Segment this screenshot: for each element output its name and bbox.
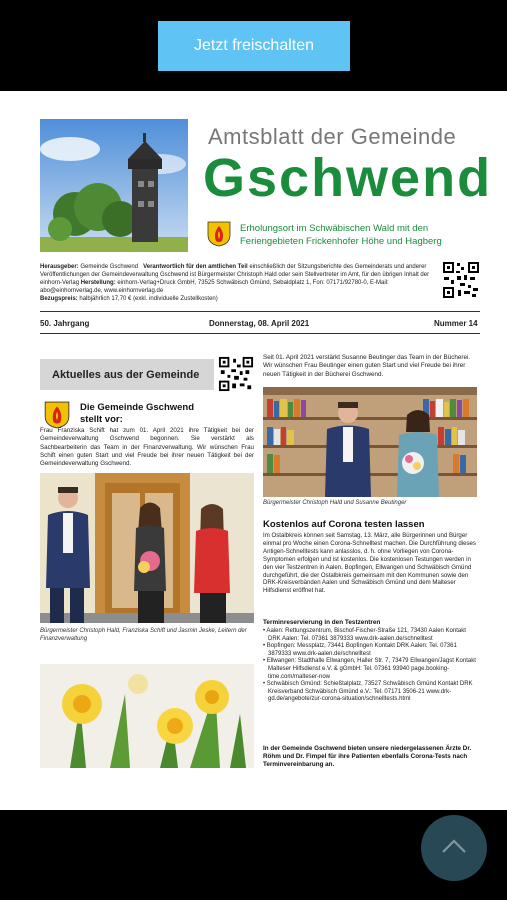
closing-note: In der Gemeinde Gschwend bieten unsere niedergelassenen Ärzte Dr. Röhm und Dr. Fimpel für ihre Patienten ebenfalls Corona-Tests nach Terminvereinbarung an. <box>263 745 472 768</box>
volume: 50. Jahrgang <box>40 319 90 328</box>
subheading: Terminreservierung in den Testzentren <box>263 619 381 626</box>
issue-date: Donnerstag, 08. April 2021 <box>209 319 310 328</box>
list-item: • Schwäbisch Gmünd: Schießtalplatz, 73527 Schwäbisch Gmünd Kontakt DRK Kreisverband Schwäbisch Gmünd e.V.: Tel. 07171 3506-21 www.drk-gd.de/angebote/zur-corona-situation/schnelltests.html <box>263 681 473 703</box>
daffodil-photo <box>40 664 254 768</box>
article-body: Im Ostalbkreis können seit Samstag, 13. März, alle Bürgerinnen und Bürger einmal pro Woche einen Corona-Schnelltest machen. Die Durchführung dieses Antigen-Schnelltests kann anlasslos, d. h. ohne Vorliegen von Corona-Symptomen erfolgen und ist kostenlos. Die kostenlosen Testungen werden in den vier Testzentren in Aalen, Bopfingen, Ellwangen und Schwäbisch Gmünd durchgeführt, die der Ostalbkreis gemeinsam mit den Kommunen sowie den DRK-Kreisverbänden Aalen und Schwäbisch Gmünd und dem Malteser Hilfsdienst eröffnet hat. <box>263 532 476 595</box>
photo-caption: Bürgermeister Christoph Hald, Franziska Schift und Jasmin Jeske, Leitern der Finanzverwaltung <box>40 628 247 642</box>
article-title: Die Gemeinde Gschwend stellt vor: <box>80 402 195 425</box>
header-tower-photo <box>40 119 188 252</box>
chevron-up-icon <box>441 838 467 859</box>
article-body: Frau Franziska Schift hat zum 01. April 2021 ihre Tätigkeit bei der Gemeindeverwaltung Gschwend begonnen. Sie verstärkt als Sachbearbeiterin das Team in der Finanzverwaltung. Wir wünschen Frau Schift einen guten Start und viel Freude bei ihrer neuen Tätigkeit bei der Gemeindeverwaltung Gschwend. <box>40 427 254 468</box>
gschwend-crest-icon <box>44 401 70 429</box>
qr-code-icon[interactable] <box>442 261 480 299</box>
issue-number: Nummer 14 <box>434 319 478 328</box>
masthead-town: Gschwend <box>203 148 493 208</box>
list-item: • Aalen: Rettungszentrum, Bischof-Fischer-Straße 121, 73430 Aalen Kontakt DRK Aalen: Tel. 07361 3879333 www.drk-aalen.de/schnelltest <box>263 628 466 642</box>
section-header: Aktuelles aus der Gemeinde <box>40 359 214 390</box>
divider <box>40 311 480 312</box>
masthead-title: Amtsblatt der Gemeinde <box>208 124 457 149</box>
newspaper-page[interactable] <box>0 91 507 810</box>
staff-photo <box>40 473 254 623</box>
photo-caption: Bürgermeister Christoph Hald und Susanne Beutinger <box>263 500 407 506</box>
unlock-button[interactable]: Jetzt freischalten <box>158 21 350 71</box>
imprint: Herausgeber: Gemeinde Gschwend Verantwortlich für den amtlichen Teil einschließlich der Sitzungsberichte des Gemeinderats und anderer Veröffentlichungen der Gemeindeverwaltung Gschwend ist Bürgermeister Christoph Hald oder sein Stellvertreter im Amt, für den übrigen Inhalt der einhorn-Verlag Herstellung: einhorn-Verlag+Druck GmbH, 73525 Schwäbisch Gmünd, Sebaldplatz 1, Fon: 07171/92780-0, E-Mail: abo@einhornverlag.de, www.einhornverlag.de Bezugspreis: halbjährlich 17,70 € (exkl. individuelle Zustellkosten) <box>40 264 430 302</box>
gschwend-crest-icon <box>207 221 231 247</box>
list-item: • Bopfingen: Messplatz, 73441 Bopfingen Kontakt DRK Aalen: Tel. 07361 3879333 www.drk-aalen.de/schnelltest <box>263 643 457 657</box>
library-intro: Seit 01. April 2021 verstärkt Susanne Beutinger das Team in der Bücherei. Wir wünschen Frau Beutinger einen guten Start und viel Freude bei ihrer neuen Tätigkeit in der Bücherei Gschwend. <box>263 354 471 378</box>
qr-code-icon[interactable] <box>218 356 254 392</box>
top-bar <box>0 0 507 91</box>
divider <box>40 333 480 334</box>
article-title: Kostenlos auf Corona testen lassen <box>263 519 425 530</box>
test-center-list <box>263 628 477 704</box>
list-item: • Ellwangen: Stadthalle Ellwangen, Haller Str. 7, 73479 Ellwangen/Jagst Kontakt Malteser Hilfsdienst e.V. & gGmbH: Tel. 07361 93940 page.booking-time.com/malteser-now <box>263 658 476 680</box>
scroll-up-button[interactable] <box>421 815 487 881</box>
library-photo <box>263 387 477 497</box>
masthead-subtitle: Erholungsort im Schwäbischen Wald mit den Feriengebieten Frickenhofer Höhe und Hagberg <box>240 223 442 247</box>
